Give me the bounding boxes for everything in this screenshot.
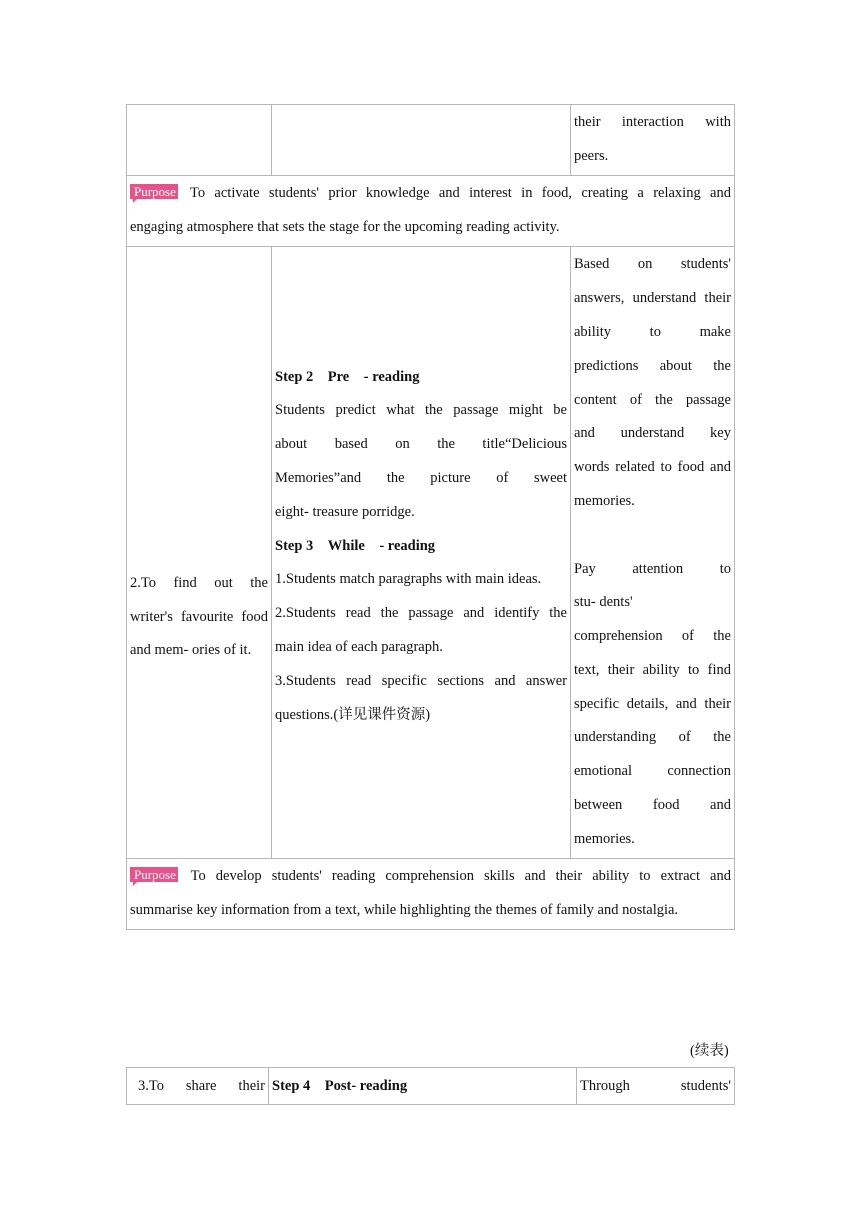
cell-line: memories. (574, 492, 635, 509)
cell-line: Memories”and the picture of sweet (275, 470, 567, 486)
cell-line: predictions about the (574, 357, 731, 374)
activities-cell (272, 247, 571, 859)
cell-line: about based on the title“Delicious (275, 436, 567, 453)
cell-line: and understand key (574, 425, 731, 442)
cell-line: memories. (574, 830, 635, 847)
cell-line: Based on students' (574, 256, 731, 273)
objective-cell (127, 247, 272, 859)
cell-line: questions.(详见课件资源) (275, 706, 431, 723)
cell-line: stu- dents' (574, 594, 633, 611)
evaluation-cell (577, 1068, 735, 1105)
purpose-badge: Purpose (130, 184, 178, 199)
cell-line: ability to make (574, 323, 731, 340)
cell-line: answers, understand their (574, 290, 731, 307)
evaluation-cell (571, 247, 735, 859)
cell-line: understanding of the (574, 729, 731, 746)
purpose-badge: Purpose (130, 867, 178, 882)
purpose-cell (127, 859, 735, 930)
cell-line: 1.Students match paragraphs with main ideas. (275, 571, 542, 588)
cell-line: and mem- ories of it. (130, 642, 252, 659)
continued-label: (续表) (690, 1043, 729, 1059)
step-title: Step 4 Post- reading (272, 1078, 408, 1094)
lesson-plan-table (126, 104, 735, 930)
cell-line: emotional connection (574, 763, 731, 780)
cell-line: 2.To find out the (130, 574, 268, 591)
cell-line: comprehension of the (574, 628, 731, 645)
cell-line: peers. (574, 148, 609, 164)
cell-line: Through students' (580, 1078, 731, 1094)
purpose-row (127, 859, 735, 930)
table-row (127, 1068, 735, 1105)
table-row (127, 247, 735, 859)
step-title: Step 2 Pre - reading (275, 368, 420, 385)
purpose-line: summarise key information from a text, while highlighting the themes of family and nostalgia. (130, 902, 679, 918)
lesson-plan-table-continued (126, 1067, 735, 1105)
table-cell-empty (127, 105, 272, 176)
purpose-line: engaging atmosphere that sets the stage for the upcoming reading activity. (130, 219, 560, 235)
cell-line: Students predict what the passage might be (275, 402, 567, 419)
purpose-text: To activate students' prior knowledge and interest in food, creating a relaxing and (189, 185, 731, 202)
purpose-line (130, 177, 731, 211)
cell-line: main idea of each paragraph. (275, 638, 443, 655)
cell-line: their interaction with (574, 114, 731, 131)
cell-line: text, their ability to find (574, 661, 731, 678)
purpose-text: To develop students' reading comprehension skills and their ability to extract and (190, 868, 731, 885)
objective-cell (127, 1068, 269, 1105)
purpose-cell (127, 176, 735, 247)
cell-line: words related to food and (574, 459, 731, 476)
cell-line: between food and (574, 797, 731, 814)
step-title: Step 3 While - reading (275, 537, 436, 554)
blank-line (574, 519, 731, 553)
cell-line: content of the passage (574, 391, 731, 408)
cell-line: 3.Students read specific sections and answer (275, 672, 567, 689)
cell-line: writer's favourite food (130, 608, 268, 625)
evaluation-cell (571, 105, 735, 176)
activities-cell (269, 1068, 577, 1105)
cell-line: specific details, and their (574, 695, 731, 712)
purpose-row (127, 176, 735, 247)
table-row (127, 105, 735, 176)
cell-line: Pay attention to (574, 560, 731, 577)
cell-line: eight- treasure porridge. (275, 503, 415, 520)
cell-line: 3.To share their (138, 1078, 265, 1094)
purpose-line (130, 860, 731, 894)
cell-line: 2.Students read the passage and identify the (275, 605, 567, 622)
table-cell-empty (272, 105, 571, 176)
